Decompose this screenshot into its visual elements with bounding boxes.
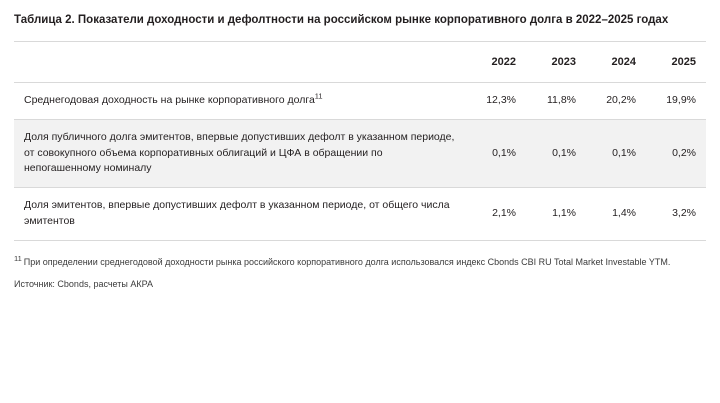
footnote-ref: 11 [314, 91, 323, 101]
footnote-text: При определении среднегодовой доходности рынка российского корпоративного долга использовался индекс Cbonds CBI RU Total Market Investable YTM. [23, 256, 671, 267]
table-row [14, 119, 706, 187]
cell-2022: 2,1% [466, 188, 526, 241]
table-title: Таблица 2. Показатели доходности и дефолтности на российском рынке корпоративного долга в 2022–2025 годах [14, 14, 669, 26]
cell-2025: 3,2% [646, 188, 706, 241]
footnote-marker: 11 [14, 253, 22, 263]
footnote [14, 255, 706, 270]
cell-2025: 19,9% [646, 83, 706, 120]
cell-2022: 0,1% [466, 119, 526, 187]
column-header-label [14, 41, 466, 83]
row-label-text: Среднегодовая доходность на рынке корпоративного долга [24, 94, 315, 107]
footnotes [14, 255, 706, 291]
cell-2025: 0,2% [646, 119, 706, 187]
cell-2023: 1,1% [526, 188, 586, 241]
cell-2023: 11,8% [526, 83, 586, 120]
table-header [14, 41, 706, 83]
table-body [14, 83, 706, 241]
cell-2023: 0,1% [526, 119, 586, 187]
source-note: Источник: Cbonds, расчеты АКРА [14, 278, 153, 289]
column-header-2022: 2022 [466, 41, 526, 83]
row-label: Доля эмитентов, впервые допустивших дефолт в указанном периоде, от общего числа эмитентов [14, 188, 466, 241]
table-row [14, 188, 706, 241]
row-label [14, 83, 466, 120]
cell-2024: 20,2% [586, 83, 646, 120]
column-header-2024: 2024 [586, 41, 646, 83]
column-header-2023: 2023 [526, 41, 586, 83]
row-label: Доля публичного долга эмитентов, впервые допустивших дефолт в указанном периоде, от совокупного объема корпоративных облигаций и ЦФА в обращении по непогашенному номиналу [14, 119, 466, 187]
cell-2022: 12,3% [466, 83, 526, 120]
metrics-table [14, 41, 706, 241]
column-header-2025: 2025 [646, 41, 706, 83]
cell-2024: 0,1% [586, 119, 646, 187]
table-header-row [14, 41, 706, 83]
cell-2024: 1,4% [586, 188, 646, 241]
table-row [14, 83, 706, 120]
